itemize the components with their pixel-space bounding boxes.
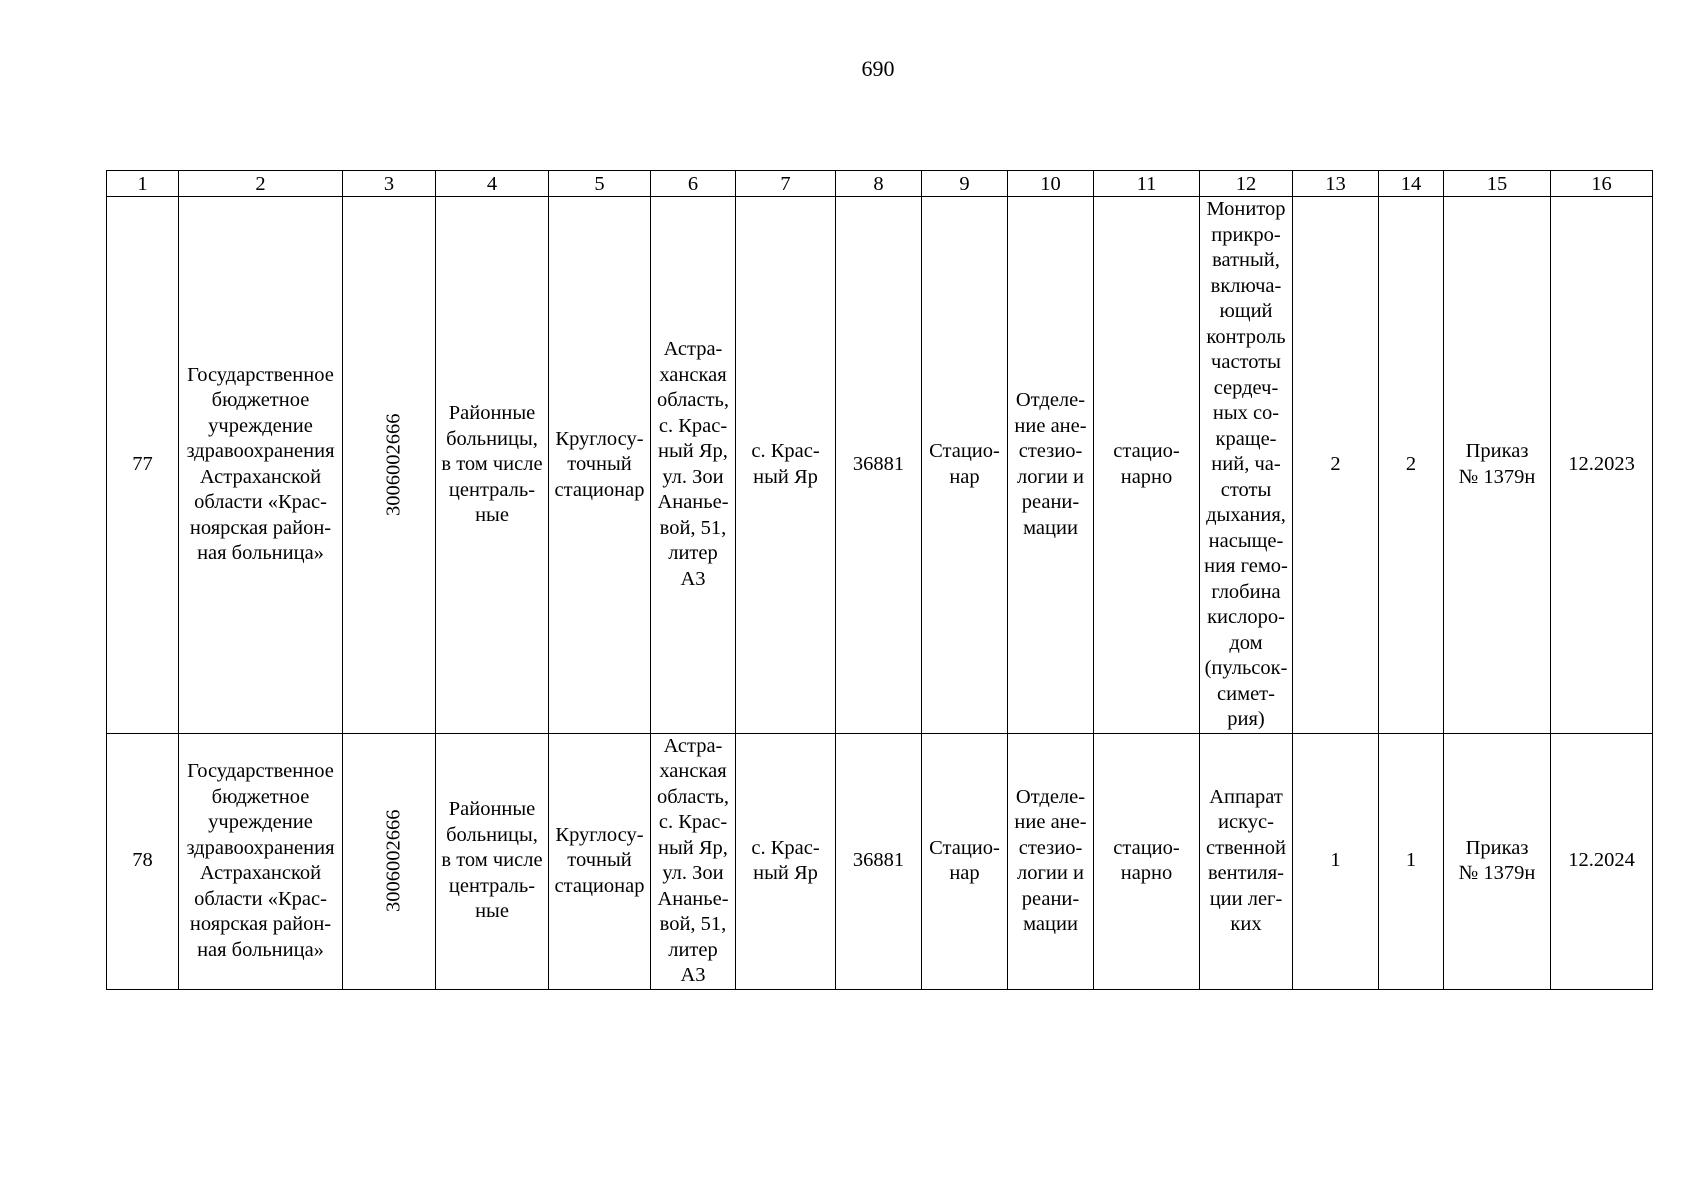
regulation-order: Приказ № 1379н [1444,197,1551,734]
column-number: 3 [343,171,436,197]
unit-type: Стацио- нар [922,733,1008,989]
unit-type: Стацио- нар [922,197,1008,734]
institution-type: Районные больницы, в том числе централь- ные [436,733,549,989]
institution-type: Районные больницы, в том числе централь- ные [436,197,549,734]
care-type: Круглосу- точный стационар [549,197,651,734]
column-number: 10 [1008,171,1094,197]
row-index: 78 [107,733,179,989]
address: Астра- ханская область, с. Крас- ный Яр, ул. Зои Ананье- вой, 51, литер А3 [651,197,736,734]
locality-code: 36881 [836,197,922,734]
care-type: Круглосу- точный стационар [549,733,651,989]
column-number: 6 [651,171,736,197]
locality-code: 36881 [836,733,922,989]
department: Отделе- ние ане- стезио- логии и реани- мации [1008,733,1094,989]
deadline-date: 12.2024 [1551,733,1653,989]
institution-name: Государственное бюджетное учреждение здравоохранения Астраханской области «Крас- ноярская район- ная больница» [179,733,343,989]
row-index: 77 [107,197,179,734]
inn-code: 3006002666 [343,197,436,734]
care-conditions: стацио- нарно [1094,197,1200,734]
deadline-date: 12.2023 [1551,197,1653,734]
settlement: с. Крас- ный Яр [736,197,836,734]
column-number-row [107,171,1653,197]
quantity-planned: 2 [1379,197,1444,734]
column-number: 7 [736,171,836,197]
settlement: с. Крас- ный Яр [736,733,836,989]
column-number: 13 [1293,171,1379,197]
department: Отделе- ние ане- стезио- логии и реани- мации [1008,197,1094,734]
equipment-name: Монитор прикро- ватный, включа- ющий контроль частоты сердеч- ных со- краще- ний, ча- стоты дыхания, насыще- ния гемо- глобина кислоро- дом (пульсок- симет- рия) [1200,197,1293,734]
page-number: 690 [861,56,895,81]
equipment-name: Аппарат искус- ственной вентиля- ции лег- ких [1200,733,1293,989]
quantity-planned: 1 [1379,733,1444,989]
column-number: 11 [1094,171,1200,197]
equipment-table [106,170,1653,990]
column-number: 5 [549,171,651,197]
quantity-required: 2 [1293,197,1379,734]
column-number: 2 [179,171,343,197]
column-number: 12 [1200,171,1293,197]
column-number: 15 [1444,171,1551,197]
address: Астра- ханская область, с. Крас- ный Яр, ул. Зои Ананье- вой, 51, литер А3 [651,733,736,989]
column-number: 14 [1379,171,1444,197]
quantity-required: 1 [1293,733,1379,989]
column-number: 4 [436,171,549,197]
inn-code: 3006002666 [343,733,436,989]
regulation-order: Приказ № 1379н [1444,733,1551,989]
column-number: 9 [922,171,1008,197]
care-conditions: стацио- нарно [1094,733,1200,989]
table-row [107,733,1653,989]
column-number: 1 [107,171,179,197]
column-number: 8 [836,171,922,197]
table-row [107,197,1653,734]
institution-name: Государственное бюджетное учреждение здравоохранения Астраханской области «Крас- ноярская район- ная больница» [179,197,343,734]
column-number: 16 [1551,171,1653,197]
